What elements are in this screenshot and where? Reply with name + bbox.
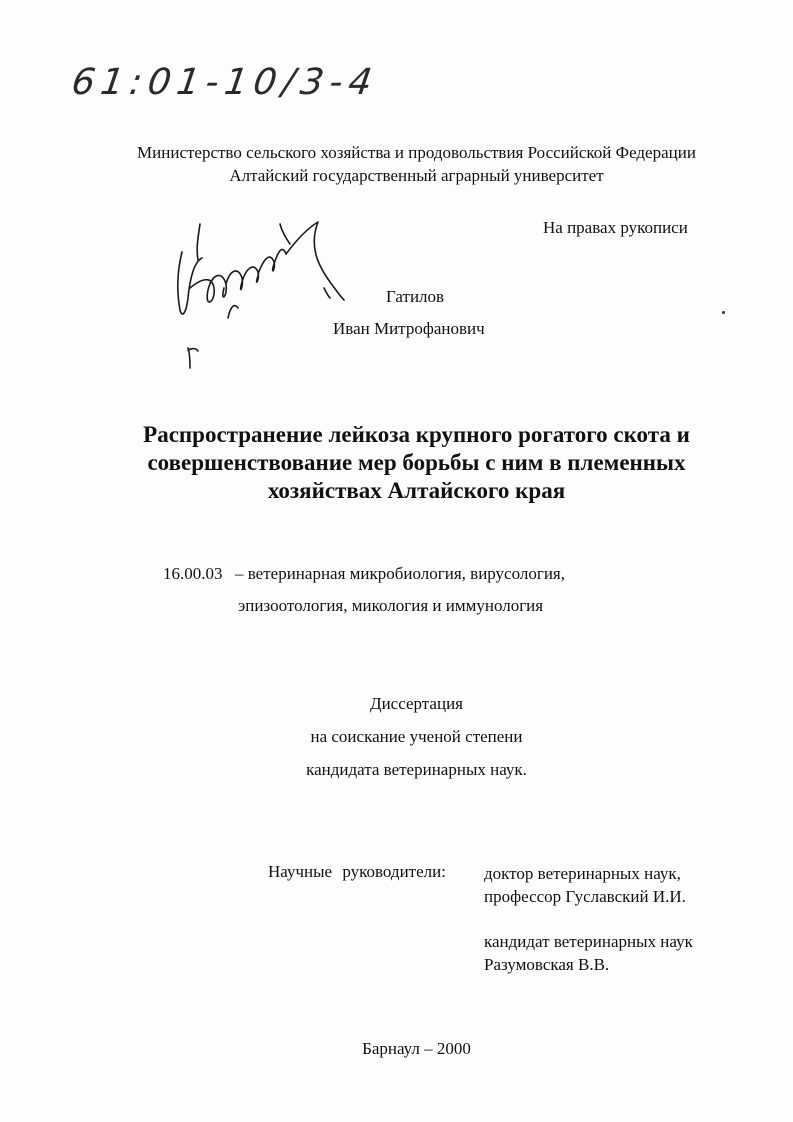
supervisor-degree: кандидат ветеринарных наук <box>484 932 693 951</box>
university-name: Алтайский государственный аграрный университет <box>229 166 604 185</box>
handwritten-signature-icon <box>168 218 358 378</box>
author-given-names: Иван Митрофанович <box>333 319 485 338</box>
supervisors-label: Научные руководители: <box>268 862 446 881</box>
archive-stamp-number: 61:01-10/3-4 <box>69 62 381 103</box>
specialty-code: 16.00.03 <box>163 564 223 583</box>
supervisor-first <box>484 862 686 908</box>
specialty-description-line1: – ветеринарная микробиология, вирусология, <box>235 564 566 583</box>
supervisor-second <box>484 930 693 976</box>
place-and-year <box>0 1039 793 1059</box>
degree-statement-line: на соискание ученой степени <box>310 727 523 746</box>
author-surname: Гатилов <box>386 287 445 306</box>
institution-header <box>0 141 793 187</box>
ministry-name: Министерство сельского хозяйства и продовольствия Российской Федерации <box>137 143 696 162</box>
degree-statement-line: Диссертация <box>369 694 463 713</box>
degree-statement <box>0 694 793 793</box>
supervisor-name: Разумовская В.В. <box>484 955 610 974</box>
supervisor-name: профессор Гуславский И.И. <box>484 887 686 906</box>
title-line: совершенствование мер борьбы с ним в племенных <box>147 450 686 475</box>
city-year: Барнаул – 2000 <box>362 1039 471 1058</box>
manuscript-rights-note: На правах рукописи <box>543 218 688 237</box>
title-line: Распространение лейкоза крупного рогатого скота и <box>143 422 690 447</box>
degree-statement-line: кандидата ветеринарных наук. <box>306 760 527 779</box>
title-line: хозяйствах Алтайского края <box>267 478 566 503</box>
stray-mark <box>722 311 725 314</box>
supervisor-degree: доктор ветеринарных наук, <box>484 864 681 883</box>
dissertation-title <box>0 421 793 505</box>
specialty-description-line2: эпизоотология, микология и иммунология <box>238 596 544 615</box>
